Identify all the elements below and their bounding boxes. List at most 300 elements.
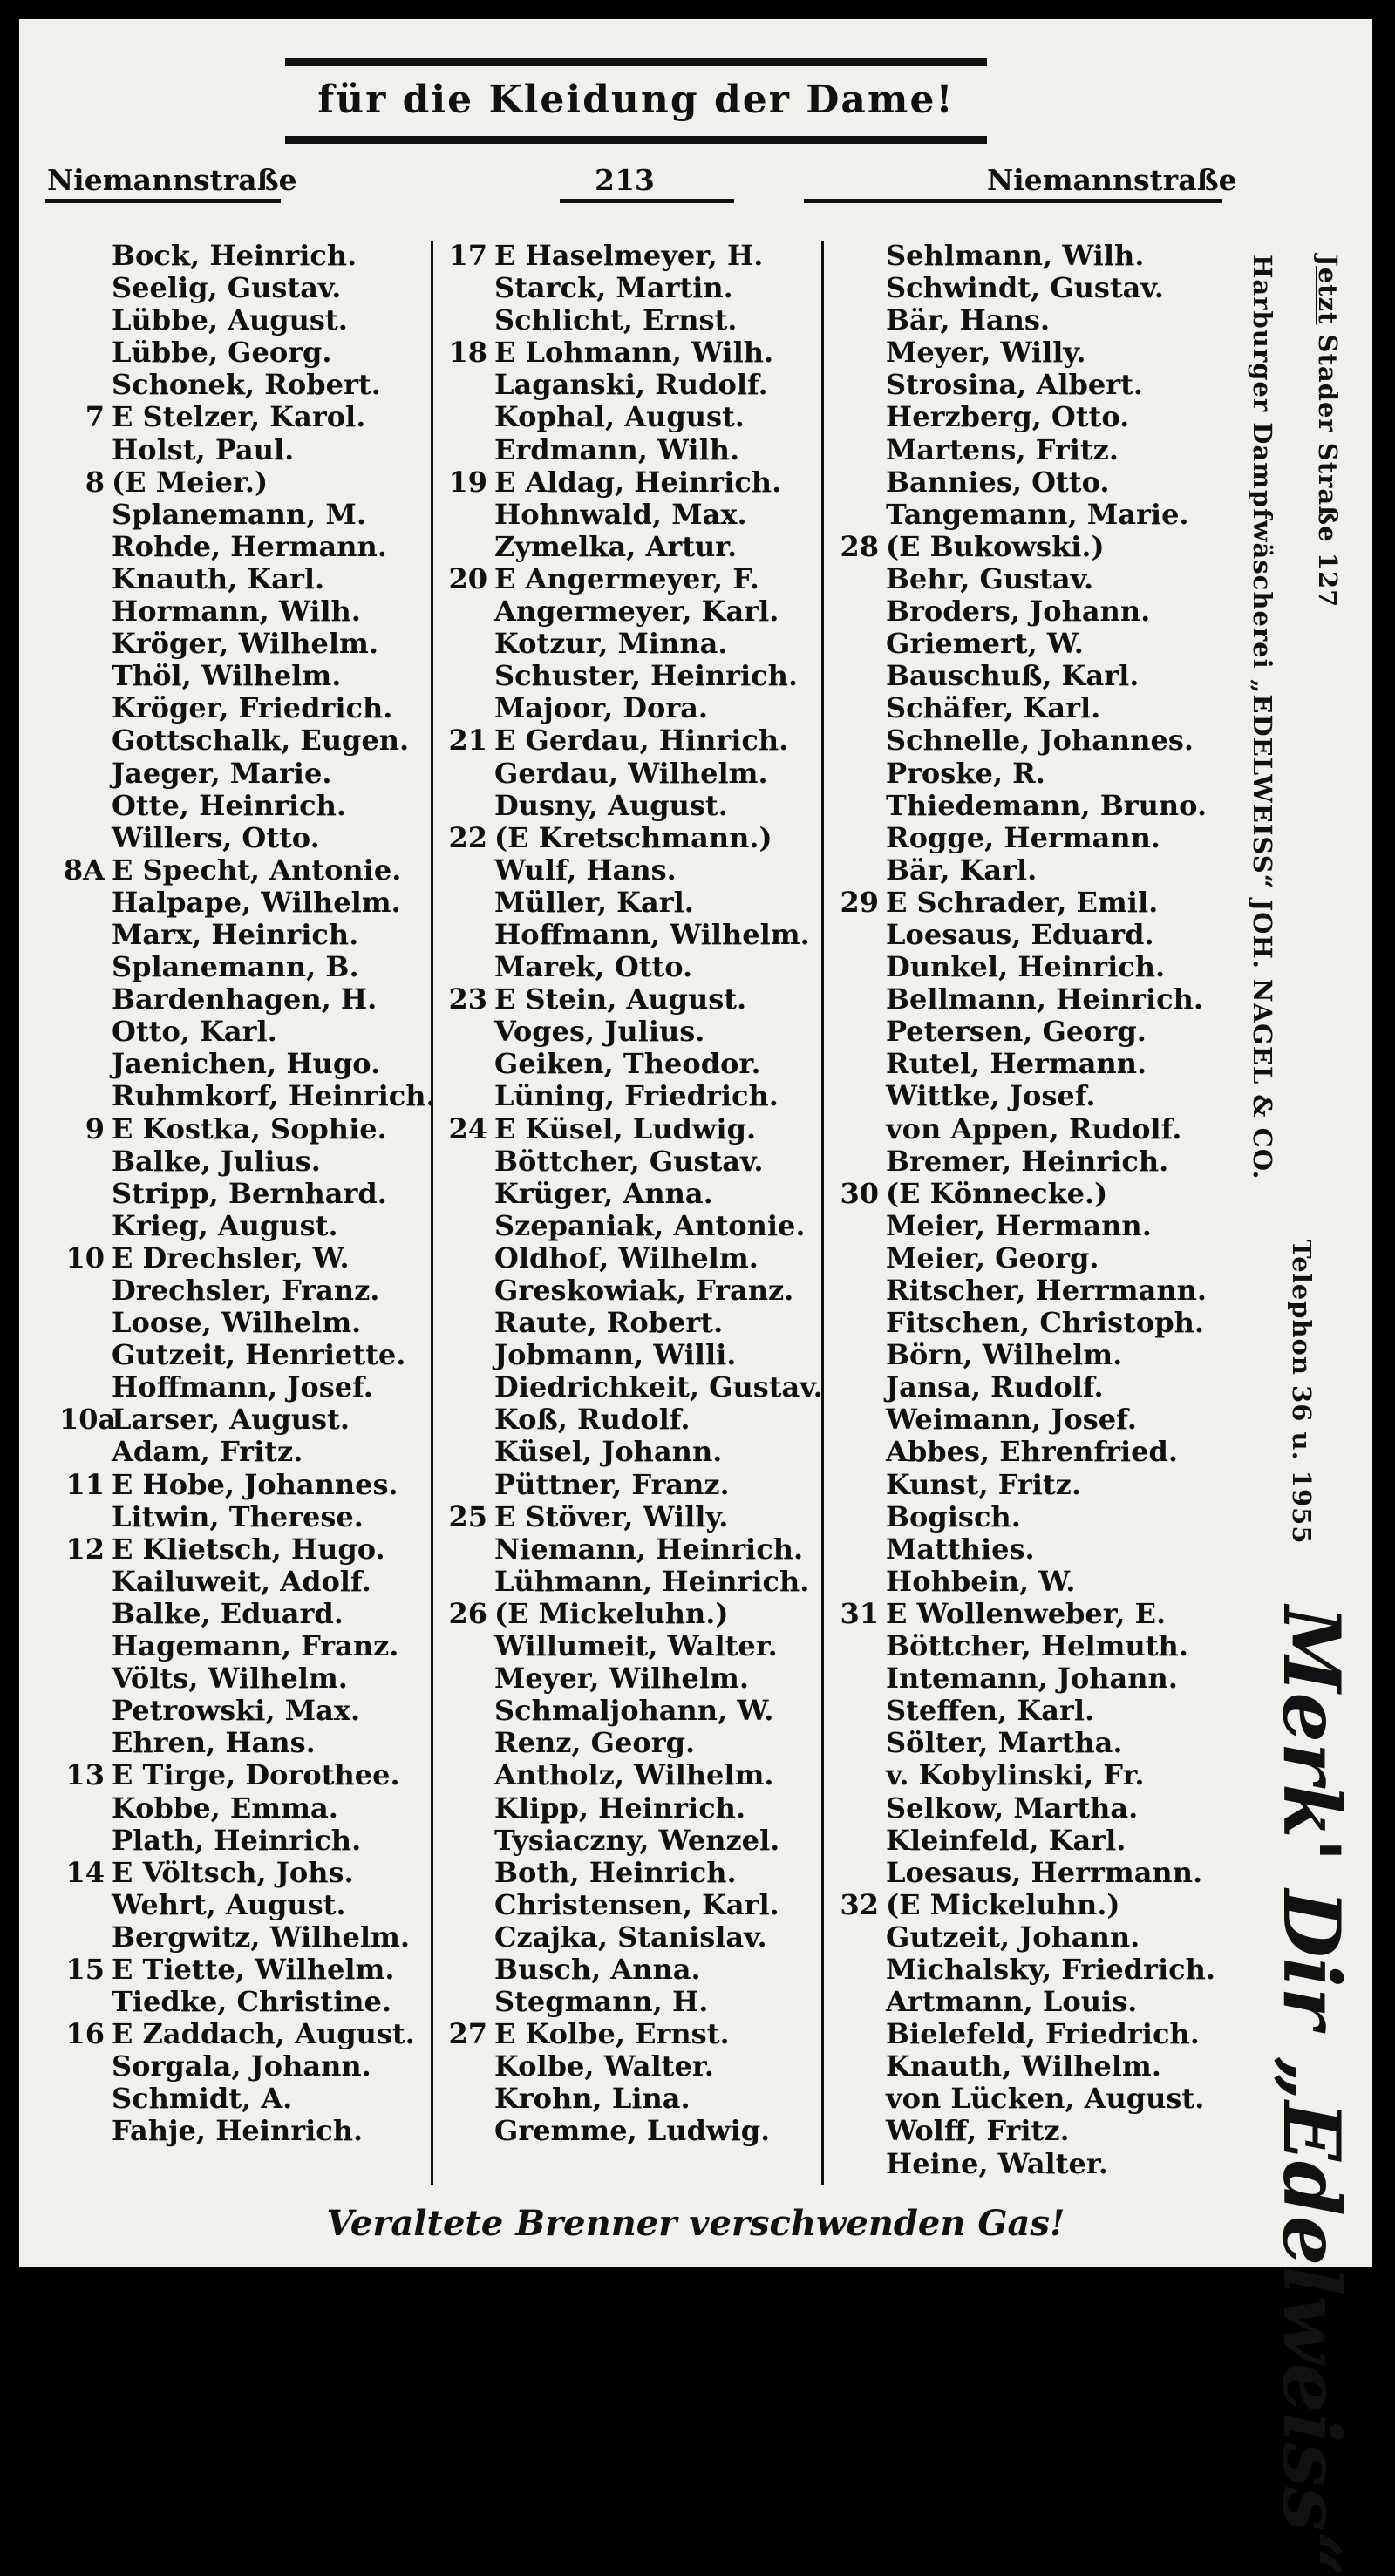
house-number: 27 [448, 2017, 487, 2051]
directory-entry [886, 1436, 1226, 1468]
resident-name: Hohnwald, Max. [494, 497, 747, 531]
directory-entry [112, 1307, 427, 1339]
resident-name: Loesaus, Herrmann. [886, 1855, 1203, 1889]
resident-name: Meier, Hermann. [886, 1208, 1152, 1242]
resident-name: Matthies. [886, 1532, 1035, 1566]
directory-entry [112, 1048, 427, 1080]
resident-name: Loesaus, Eduard. [886, 917, 1154, 951]
directory-entry [886, 2148, 1226, 2180]
directory-entry [494, 660, 817, 692]
resident-name: Petrowski, Max. [112, 1694, 361, 1728]
directory-entry [112, 692, 427, 724]
resident-name: Jansa, Rudolf. [886, 1370, 1104, 1404]
resident-name: Kröger, Friedrich. [112, 691, 393, 725]
resident-name: Ritscher, Herrmann. [886, 1274, 1208, 1307]
resident-name: Krohn, Lina. [494, 2082, 691, 2116]
resident-name: (E Meier.) [112, 465, 269, 499]
directory-entry [494, 272, 817, 304]
directory-entry [63, 853, 427, 887]
resident-name: Both, Heinrich. [494, 1855, 737, 1889]
resident-name: Koß, Rudolf. [494, 1403, 691, 1437]
directory-entry [112, 563, 427, 595]
resident-name: Marek, Otto. [494, 950, 693, 984]
resident-name: E Aldag, Heinrich. [494, 465, 782, 499]
column-divider-2 [821, 241, 824, 2185]
directory-entry [886, 1921, 1226, 1954]
directory-entry [494, 1986, 817, 2018]
directory-entry [65, 1952, 427, 1986]
resident-name: Greskowiak, Franz. [494, 1274, 794, 1307]
resident-name: Knauth, Wilhelm. [886, 2049, 1161, 2083]
resident-name: Splanemann, B. [112, 950, 359, 984]
directory-entry [494, 1727, 817, 1759]
resident-name: Sehlmann, Wilh. [886, 239, 1145, 272]
banner-text: für die Kleidung der Dame! [317, 78, 955, 122]
directory-entry [886, 1274, 1226, 1307]
house-number: 17 [448, 239, 487, 272]
resident-name: Hoffmann, Josef. [112, 1370, 373, 1404]
directory-entry [112, 434, 427, 466]
resident-name: E Klietsch, Hugo. [112, 1532, 385, 1566]
resident-name: Balke, Julius. [112, 1144, 321, 1178]
resident-name: E Drechsler, W. [112, 1240, 350, 1274]
resident-name: Tangemann, Marie. [886, 497, 1189, 531]
directory-entry [112, 887, 427, 919]
directory-entry [448, 1596, 817, 1630]
resident-name: Rutel, Hermann. [886, 1047, 1147, 1081]
directory-entry [886, 1242, 1226, 1274]
house-number: 28 [840, 529, 879, 563]
resident-name: Wolff, Fritz. [886, 2114, 1070, 2148]
resident-name: Otte, Heinrich. [112, 788, 346, 822]
resident-name: Christensen, Karl. [494, 1887, 779, 1921]
directory-entry [494, 1566, 817, 1598]
directory-entry [886, 790, 1226, 822]
directory-entry [112, 1178, 427, 1210]
directory-entry [886, 951, 1226, 983]
resident-name: Fitschen, Christoph. [886, 1306, 1204, 1340]
directory-entry [494, 1533, 817, 1566]
directory-entry [886, 1371, 1226, 1404]
directory-entry [85, 400, 427, 434]
ad-company-line [1248, 255, 1277, 1179]
directory-entry [494, 531, 817, 563]
resident-name: E Wollenweber, E. [886, 1596, 1167, 1630]
resident-name: Proske, R. [886, 756, 1045, 790]
resident-name: (E Bukowski.) [886, 529, 1105, 563]
header-rule-right [804, 199, 1222, 203]
house-number: 9 [85, 1111, 105, 1145]
resident-name: Bielefeld, Friedrich. [886, 2017, 1200, 2051]
resident-name: Drechsler, Franz. [112, 1274, 380, 1307]
side-advertisement [1231, 237, 1362, 2576]
resident-name: Gerdau, Wilhelm. [494, 756, 768, 790]
directory-entry [494, 1178, 817, 1210]
directory-entry [840, 1176, 1226, 1210]
directory-entry [886, 2115, 1226, 2147]
resident-name: Gottschalk, Eugen. [112, 724, 410, 758]
directory-entry [886, 660, 1226, 692]
resident-name: Seelig, Gustav. [112, 271, 342, 305]
directory-entry [112, 1727, 427, 1759]
resident-name: Hagemann, Franz. [112, 1629, 399, 1663]
directory-entry [494, 1630, 817, 1662]
directory-entry [494, 1857, 817, 1889]
resident-name: Kunst, Fritz. [886, 1467, 1081, 1501]
directory-entry [494, 2050, 817, 2083]
resident-name: Müller, Karl. [494, 885, 694, 919]
directory-entry [112, 822, 427, 854]
resident-name: Abbes, Ehrenfried. [886, 1435, 1179, 1469]
directory-entry [494, 692, 817, 724]
resident-name: Tiedke, Christine. [112, 1985, 391, 2019]
house-number: 21 [448, 724, 487, 758]
directory-entry [840, 885, 1226, 919]
resident-name: Czajka, Stanislav. [494, 1920, 767, 1954]
directory-entry [112, 951, 427, 983]
resident-name: Behr, Gustav. [886, 561, 1094, 595]
resident-name: Steffen, Karl. [886, 1694, 1095, 1728]
resident-name: Gutzeit, Johann. [886, 1920, 1140, 1954]
resident-name: Bär, Hans. [886, 303, 1050, 337]
resident-name: Bellmann, Heinrich. [886, 982, 1204, 1016]
directory-entry [886, 304, 1226, 336]
directory-entry [112, 499, 427, 531]
directory-entry [886, 1080, 1226, 1112]
directory-entry [886, 1501, 1226, 1533]
resident-name: Otto, Karl. [112, 1015, 277, 1049]
directory-entry [886, 272, 1226, 304]
directory-entry [112, 1145, 427, 1178]
top-banner [285, 58, 987, 144]
directory-entry [886, 724, 1226, 757]
house-number: 30 [840, 1176, 879, 1210]
directory-entry [886, 1825, 1226, 1857]
directory-entry [112, 1598, 427, 1630]
directory-entry [112, 724, 427, 757]
directory-entry [494, 1048, 817, 1080]
resident-name: Wulf, Hans. [494, 853, 677, 887]
resident-name: Plath, Heinrich. [112, 1823, 362, 1857]
directory-entry [886, 1792, 1226, 1825]
resident-name: Erdmann, Wilh. [494, 432, 740, 466]
resident-name: Schonek, Robert. [112, 368, 381, 402]
ad-slogan: Merk' Dir „Edelweiss“ [1265, 1606, 1358, 2576]
house-number: 7 [85, 400, 105, 434]
resident-name: Wehrt, August. [112, 1887, 346, 1921]
resident-name: Lüning, Friedrich. [494, 1079, 779, 1113]
resident-name: Börn, Wilhelm. [886, 1338, 1123, 1372]
directory-entry [112, 531, 427, 563]
directory-entry [886, 466, 1226, 499]
resident-name: Petersen, Georg. [886, 1015, 1147, 1049]
directory-entry [494, 1889, 817, 1921]
header-rule-mid [560, 199, 734, 203]
directory-entry [448, 820, 817, 854]
directory-entry [494, 1210, 817, 1242]
resident-name: Lübbe, Georg. [112, 336, 332, 370]
directory-entry [59, 1403, 427, 1437]
directory-entry [886, 1695, 1226, 1727]
resident-name: Willumeit, Walter. [494, 1629, 778, 1663]
directory-entry [886, 2018, 1226, 2050]
house-number: 18 [448, 336, 487, 370]
directory-entry [886, 1469, 1226, 1501]
directory-entry [494, 951, 817, 983]
resident-name: Schmidt, A. [112, 2082, 293, 2116]
resident-name: Lühmann, Heinrich. [494, 1564, 810, 1598]
directory-entry [494, 1339, 817, 1371]
directory-entry [886, 1016, 1226, 1048]
directory-entry [112, 1695, 427, 1727]
resident-name: Dunkel, Heinrich. [886, 950, 1166, 984]
resident-name: Artmann, Louis. [886, 1985, 1138, 2019]
resident-name: Intemann, Johann. [886, 1662, 1178, 1696]
directory-entry [494, 1370, 823, 1404]
header-street-left: Niemannstraße [47, 163, 297, 197]
resident-name: Voges, Julius. [494, 1015, 705, 1049]
directory-entry [112, 304, 427, 336]
directory-entry [886, 1533, 1226, 1566]
directory-entry [65, 1532, 427, 1566]
directory-entry [494, 1404, 817, 1436]
house-number: 29 [840, 885, 879, 919]
resident-name: Knauth, Karl. [112, 561, 325, 595]
resident-name: Balke, Eduard. [112, 1596, 344, 1630]
resident-name: Sölter, Martha. [886, 1726, 1123, 1760]
directory-entry [65, 1467, 427, 1501]
directory-entry [494, 628, 817, 660]
directory-entry [112, 758, 427, 790]
directory-entry [494, 1792, 817, 1825]
resident-name: Antholz, Wilhelm. [494, 1758, 774, 1792]
resident-name: Tysiaczny, Wenzel. [494, 1823, 780, 1857]
resident-name: Schuster, Heinrich. [494, 659, 799, 693]
resident-name: Wittke, Josef. [886, 1079, 1096, 1113]
directory-entry [112, 272, 427, 304]
house-number: 32 [840, 1887, 879, 1921]
directory-entry [112, 2050, 427, 2083]
resident-name: Oldhof, Wilhelm. [494, 1240, 759, 1274]
resident-name: Schnelle, Johannes. [886, 724, 1194, 758]
resident-name: Stegmann, H. [494, 1985, 709, 2019]
directory-entry [85, 465, 427, 499]
directory-entry [448, 724, 817, 758]
resident-name: Renz, Georg. [494, 1726, 696, 1760]
directory-entry [840, 1887, 1226, 1921]
page-number: 213 [595, 163, 655, 197]
resident-name: Bremer, Heinrich. [886, 1144, 1169, 1178]
directory-entry [112, 628, 427, 660]
house-number: 10 [65, 1240, 105, 1274]
directory-entry [494, 1759, 817, 1791]
directory-page [19, 19, 1372, 2576]
resident-name: Schlicht, Ernst. [494, 303, 738, 337]
house-number: 10a [59, 1403, 117, 1437]
directory-entry [494, 1274, 817, 1307]
header-street-right: Niemannstraße [987, 163, 1237, 197]
resident-name: Thöl, Wilhelm. [112, 659, 342, 693]
column-1 [59, 239, 436, 2148]
resident-name: E Haselmeyer, H. [494, 239, 764, 272]
directory-entry [840, 1596, 1226, 1630]
directory-entry [494, 919, 817, 951]
resident-name: Meyer, Wilhelm. [494, 1662, 750, 1696]
resident-name: Larser, August. [112, 1403, 350, 1437]
resident-name: Krieg, August. [112, 1208, 338, 1242]
directory-entry [448, 2017, 817, 2051]
directory-entry [494, 1954, 817, 1986]
resident-name: E Hobe, Johannes. [112, 1467, 398, 1501]
resident-name: Starck, Martin. [494, 271, 733, 305]
directory-entry [494, 2083, 817, 2115]
directory-entry [112, 1371, 427, 1404]
resident-name: Jaeger, Marie. [112, 756, 332, 790]
directory-entry [494, 1469, 817, 1501]
directory-entry [112, 1079, 436, 1113]
resident-name: Schwindt, Gustav. [886, 271, 1164, 305]
resident-name: Heine, Walter. [886, 2146, 1108, 2180]
resident-name: Holst, Paul. [112, 432, 295, 466]
resident-name: E Tiette, Wilhelm. [112, 1952, 395, 1986]
resident-name: E Tirge, Dorothee. [112, 1758, 400, 1792]
resident-name: Adam, Fritz. [112, 1435, 303, 1469]
directory-entry [886, 1566, 1226, 1598]
directory-entry [494, 758, 817, 790]
resident-name: E Stein, August. [494, 982, 747, 1016]
resident-name: Marx, Heinrich. [112, 917, 359, 951]
directory-entry [494, 1307, 817, 1339]
resident-name: (E Mickeluhn.) [494, 1596, 729, 1630]
directory-entry [494, 1825, 817, 1857]
directory-entry [112, 1825, 427, 1857]
resident-name: (E Mickeluhn.) [886, 1887, 1120, 1921]
house-number: 19 [448, 465, 487, 499]
directory-entry [112, 2083, 427, 2115]
resident-name: Bergwitz, Wilhelm. [112, 1920, 411, 1954]
resident-name: Angermeyer, Karl. [494, 595, 779, 629]
resident-name: Fahje, Heinrich. [112, 2114, 364, 2148]
resident-name: Selkow, Martha. [886, 1791, 1139, 1825]
directory-entry [886, 822, 1226, 854]
resident-name: Bannies, Otto. [886, 465, 1110, 499]
directory-entry [112, 1662, 427, 1695]
resident-name: Strosina, Albert. [886, 368, 1144, 402]
directory-entry [886, 401, 1226, 433]
directory-entry [494, 499, 817, 531]
resident-name: Willers, Otto. [112, 820, 320, 854]
house-number: 8A [63, 853, 105, 887]
directory-entry [112, 1566, 427, 1598]
resident-name: Raute, Robert. [494, 1306, 724, 1340]
house-number: 20 [448, 561, 487, 595]
directory-entry [886, 595, 1226, 628]
directory-entry [886, 2083, 1226, 2115]
directory-entry [840, 529, 1226, 563]
resident-name: Böttcher, Helmuth. [886, 1629, 1188, 1663]
directory-entry [886, 1113, 1226, 1145]
resident-name: Sorgala, Johann. [112, 2049, 371, 2083]
directory-entry [494, 401, 817, 433]
directory-entry [886, 983, 1226, 1016]
house-number: 26 [448, 1596, 487, 1630]
resident-name: Kailuweit, Adolf. [112, 1564, 371, 1598]
directory-entry [112, 1274, 427, 1307]
directory-entry [886, 1857, 1226, 1889]
directory-entry [494, 304, 817, 336]
directory-entry [448, 336, 817, 370]
directory-entry [112, 660, 427, 692]
resident-name: Thiedemann, Bruno. [886, 788, 1208, 822]
resident-name: (E Kretschmann.) [494, 820, 772, 854]
directory-entry [886, 1210, 1226, 1242]
column-2 [448, 239, 823, 2148]
directory-entry [494, 1695, 817, 1727]
resident-name: Diedrichkeit, Gustav. [494, 1370, 823, 1404]
resident-name: (E Könnecke.) [886, 1176, 1108, 1210]
resident-name: Szepaniak, Antonie. [494, 1208, 806, 1242]
resident-name: Geiken, Theodor. [494, 1047, 761, 1081]
resident-name: Bardenhagen, H. [112, 982, 378, 1016]
directory-entry [112, 2115, 427, 2147]
resident-name: E Küsel, Ludwig. [494, 1111, 757, 1145]
resident-name: Litwin, Therese. [112, 1499, 364, 1533]
resident-name: Klipp, Heinrich. [494, 1791, 746, 1825]
directory-entry [886, 758, 1226, 790]
resident-name: Rogge, Hermann. [886, 820, 1161, 854]
resident-name: E Specht, Antonie. [112, 853, 402, 887]
resident-name: Laganski, Rudolf. [494, 368, 768, 402]
resident-name: Kröger, Wilhelm. [112, 627, 379, 661]
directory-entry [112, 1630, 427, 1662]
resident-name: Zymelka, Artur. [494, 529, 738, 563]
house-number: 13 [65, 1758, 105, 1792]
resident-name: Bock, Heinrich. [112, 239, 357, 272]
resident-name: Kobbe, Emma. [112, 1791, 338, 1825]
resident-name: Meyer, Willy. [886, 336, 1086, 370]
resident-name: Kolbe, Walter. [494, 2049, 714, 2083]
directory-entry [448, 1499, 817, 1533]
resident-name: Stripp, Bernhard. [112, 1176, 387, 1210]
resident-name: Schäfer, Karl. [886, 691, 1101, 725]
resident-name: E Zaddach, August. [112, 2017, 415, 2051]
directory-entry [448, 982, 817, 1016]
directory-entry [112, 1501, 427, 1533]
directory-entry [65, 1855, 427, 1889]
resident-name: Völts, Wilhelm. [112, 1662, 348, 1696]
directory-entry [886, 1339, 1226, 1371]
resident-name: Dusny, August. [494, 788, 728, 822]
directory-entry [886, 336, 1226, 369]
resident-name: Herzberg, Otto. [886, 400, 1130, 434]
resident-name: Ruhmkorf, Heinrich. [112, 1079, 436, 1113]
resident-name: von Lücken, August. [886, 2082, 1205, 2116]
resident-name: Ehren, Hans. [112, 1726, 316, 1760]
directory-entry [886, 1954, 1226, 1986]
directory-entry [494, 369, 817, 401]
house-number: 8 [85, 465, 105, 499]
resident-name: E Angermeyer, F. [494, 561, 759, 595]
directory-entry [886, 369, 1226, 401]
directory-entry [448, 465, 817, 499]
resident-name: E Stelzer, Karol. [112, 400, 366, 434]
directory-entry [494, 1921, 817, 1954]
directory-entry [112, 1986, 427, 2018]
house-number: 16 [65, 2017, 105, 2051]
directory-entry [494, 1080, 817, 1112]
resident-name: Hoffmann, Wilhelm. [494, 917, 810, 951]
house-number: 25 [448, 1499, 487, 1533]
